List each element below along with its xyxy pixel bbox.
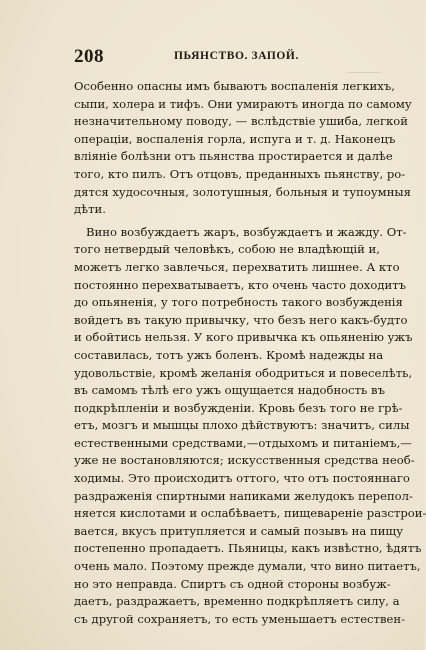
text-line: постоянно перехватываетъ, кто очень часто доходитъ xyxy=(74,277,406,292)
text-line: дятся худосочныя, золотушныя, больныя и тупоумныя xyxy=(74,184,411,199)
text-line: того, кто пилъ. Отъ отцовъ, преданныхъ пьянству, ро- xyxy=(74,166,406,181)
body-text xyxy=(74,78,426,628)
text-line: дѣти. xyxy=(74,202,106,217)
text-line: незначительному поводу, — вслѣдствіе ушиба, легкой xyxy=(74,114,408,129)
text-line: Вино возбуждаетъ жаръ, возбуждаетъ и жажду. От- xyxy=(86,224,407,239)
text-line: но это неправда. Спиртъ съ одной стороны возбуж- xyxy=(74,576,391,591)
text-line: можетъ легко завлечься, перехватить лишнее. А кто xyxy=(74,259,400,274)
text-line: няется кислотами и ослабѣваетъ, пищевареніе разстрои- xyxy=(74,506,426,521)
text-line: даетъ, раздражаетъ, временно подкрѣпляетъ силу, а xyxy=(74,594,400,609)
text-line: естественными средствами,—отдыхомъ и питаніемъ,— xyxy=(74,435,412,450)
text-line: очень мало. Поэтому прежде думали, что вино питаетъ, xyxy=(74,559,421,574)
text-line: постепенно пропадаетъ. Пьяницы, какъ извѣстно, ѣдятъ xyxy=(74,541,422,556)
text-line: операціи, воспаленія горла, испуга и т. д. Наконецъ xyxy=(74,131,396,146)
page-number: 208 xyxy=(74,46,104,67)
text-line: вліяніе болѣзни отъ пьянства простирается и далѣе xyxy=(74,149,393,164)
running-head: ПЬЯНСТВО. ЗАПОЙ. xyxy=(174,50,299,62)
text-line: уже не востановляются; искусственныя средства необ- xyxy=(74,453,415,468)
text-line: етъ, мозгъ и мышцы плохо дѣйствуютъ: значитъ, силы xyxy=(74,418,410,433)
text-line: того нетвердый человѣкъ, собою не владѣющій и, xyxy=(74,242,380,257)
text-line: сыпи, холера и тифъ. Они умираютъ иногда по самому xyxy=(74,96,412,111)
text-line: войдетъ въ такую привычку, что безъ него какъ-будто xyxy=(74,312,408,327)
text-line: составилась, тотъ ужъ боленъ. Кромѣ надежды на xyxy=(74,347,384,362)
text-line: подкрѣпленіи и возбужденіи. Кровь безъ того не грѣ- xyxy=(74,400,403,415)
text-line: до опьяненія, у того потребность такого возбужденія xyxy=(74,295,403,310)
text-line: въ самомъ тѣлѣ его ужъ ощущается надобность въ xyxy=(74,383,385,398)
text-line: удовольствіе, кромѣ желанія ободриться и повеселѣть, xyxy=(74,365,413,380)
text-line: вается, вкусъ притупляется и самый позывъ на пищу xyxy=(74,523,404,538)
text-line: и обойтись нельзя. У кого привычка къ опьяненію ужъ xyxy=(74,330,413,345)
text-line: раздраженія спиртными напиками желудокъ перепол- xyxy=(74,488,413,503)
page-header xyxy=(74,46,364,68)
text-line: ходимы. Это происходитъ оттого, что отъ постояннаго xyxy=(74,471,410,486)
text-line: съ другой сохраняетъ, то есть уменьшаетъ естествен- xyxy=(74,611,405,626)
text-line: Особенно опасны имъ бываютъ воспаленія легкихъ, xyxy=(74,79,395,93)
